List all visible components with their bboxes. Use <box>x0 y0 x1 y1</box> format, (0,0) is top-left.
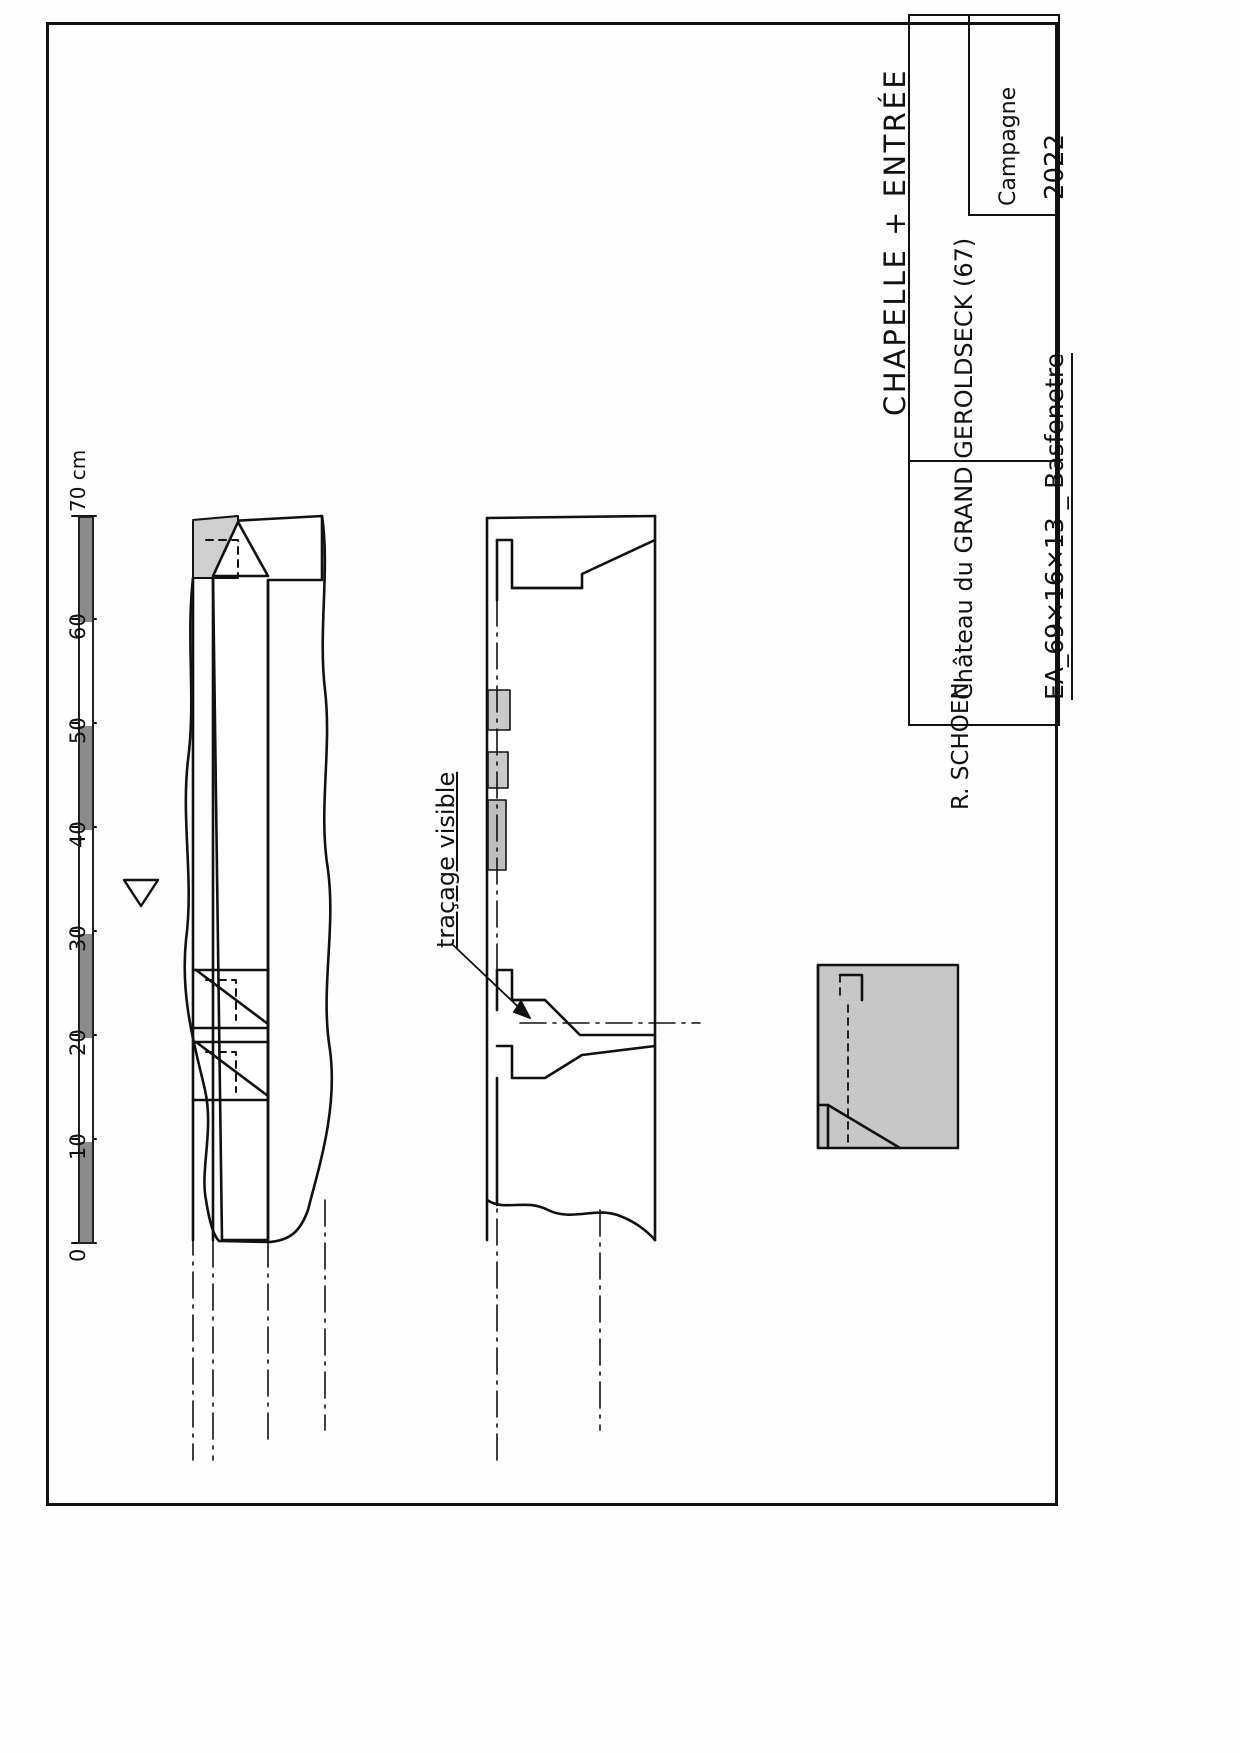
annotation-tracage-visible <box>432 772 460 948</box>
scale-tick-20: 20 <box>66 1029 90 1056</box>
reference-code: EA_69×16×13 _ Basfenetre <box>1040 353 1073 700</box>
annotation-tracage-visible-text: traçage visible <box>432 771 460 948</box>
scale-unit-label: 70 cm <box>66 449 90 512</box>
scale-tick-50: 50 <box>66 717 90 744</box>
title-block-divider-code <box>908 460 1060 462</box>
title-block-outer-box <box>908 14 1060 726</box>
site-name: Château du GRAND GEROLDSECK (67) <box>950 237 978 700</box>
campaign-year: 2022 <box>1040 133 1070 200</box>
page-title: CHAPELLE + ENTRÉE <box>878 67 912 416</box>
scale-tick-10: 10 <box>66 1133 90 1160</box>
campaign-label: Campagne <box>996 86 1021 206</box>
scale-tick-40: 40 <box>66 821 90 848</box>
title-block-divider-year <box>968 214 1060 216</box>
title-block-divider-campagne <box>968 14 970 214</box>
author-name: R. SCHOEN <box>948 682 974 810</box>
scale-tick-30: 30 <box>66 925 90 952</box>
title-block-divider-top <box>908 14 1060 16</box>
scale-tick-60: 60 <box>66 613 90 640</box>
scale-tick-0: 0 <box>66 1248 90 1262</box>
